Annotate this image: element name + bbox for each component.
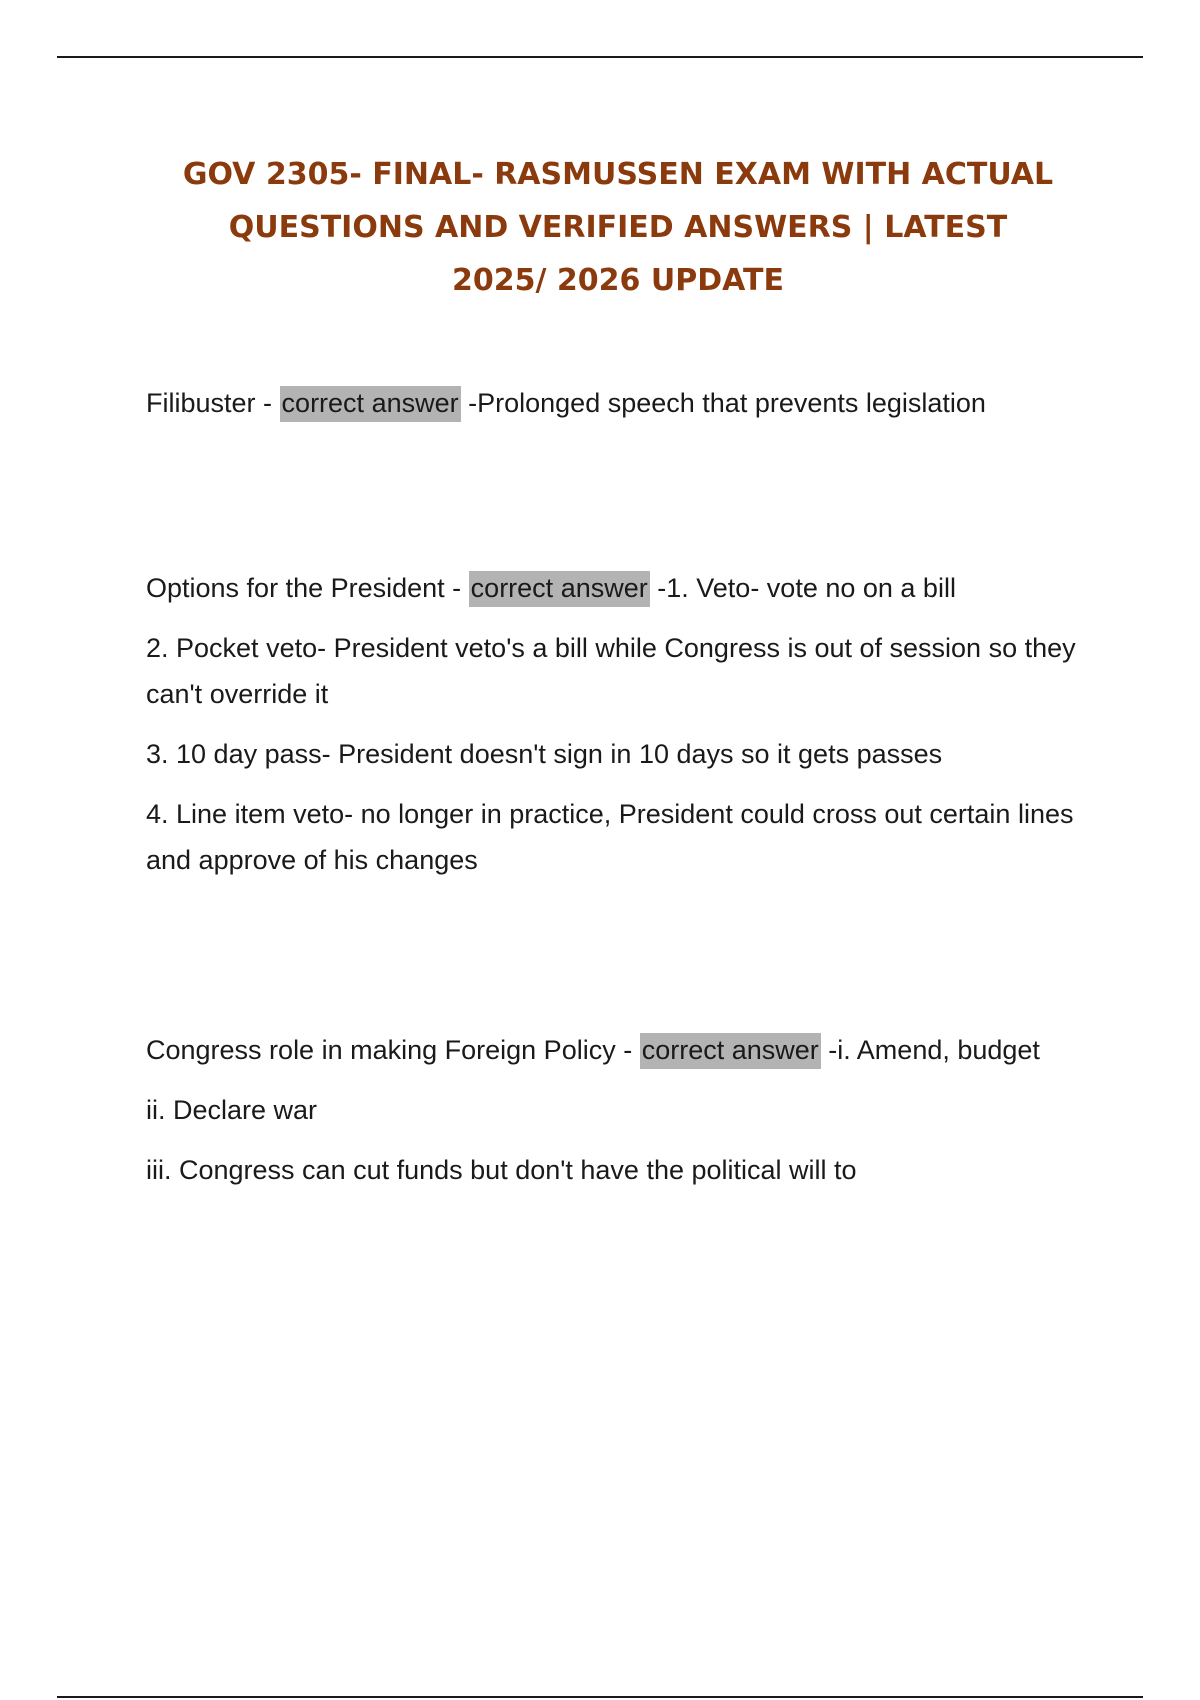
qa-answer: -1. Veto- vote no on a bill bbox=[657, 573, 956, 603]
title-line-3: 2025/ 2026 UPDATE bbox=[452, 263, 784, 298]
qa-answer-line: 3. 10 day pass- President doesn't sign in 10 days so it gets passes bbox=[146, 739, 943, 769]
correct-answer-highlight: correct answer bbox=[280, 386, 461, 422]
title-line-2: QUESTIONS AND VERIFIED ANSWERS | LATEST bbox=[228, 210, 1008, 245]
qa-answer-line: 2. Pocket veto- President veto's a bill while Congress is out of session so they can't override it bbox=[146, 633, 1076, 709]
qa-term: Filibuster - bbox=[146, 388, 273, 418]
title-line-1: GOV 2305- FINAL- RASMUSSEN EXAM WITH ACTUAL bbox=[182, 157, 1054, 192]
top-rule bbox=[57, 56, 1143, 58]
qa-term: Congress role in making Foreign Policy - bbox=[146, 1035, 633, 1065]
qa-answer-line: iii. Congress can cut funds but don't have the political will to bbox=[146, 1155, 857, 1185]
bottom-rule bbox=[57, 1696, 1143, 1698]
document-title bbox=[120, 148, 1116, 307]
qa-answer: -i. Amend, budget bbox=[828, 1035, 1040, 1065]
qa-term: Options for the President - bbox=[146, 573, 462, 603]
qa-answer: -Prolonged speech that prevents legislation bbox=[468, 388, 986, 418]
qa-item-filibuster bbox=[146, 380, 1106, 440]
qa-first-line bbox=[146, 565, 1106, 611]
qa-item-congress-foreign-policy bbox=[146, 1027, 1106, 1207]
qa-item-president-options bbox=[146, 565, 1106, 897]
qa-answer-line: ii. Declare war bbox=[146, 1095, 318, 1125]
qa-first-line bbox=[146, 380, 1106, 426]
qa-first-line bbox=[146, 1027, 1106, 1073]
correct-answer-highlight: correct answer bbox=[469, 571, 650, 607]
correct-answer-highlight: correct answer bbox=[640, 1033, 821, 1069]
qa-answer-line: 4. Line item veto- no longer in practice, President could cross out certain lines and approve of his changes bbox=[146, 799, 1074, 875]
